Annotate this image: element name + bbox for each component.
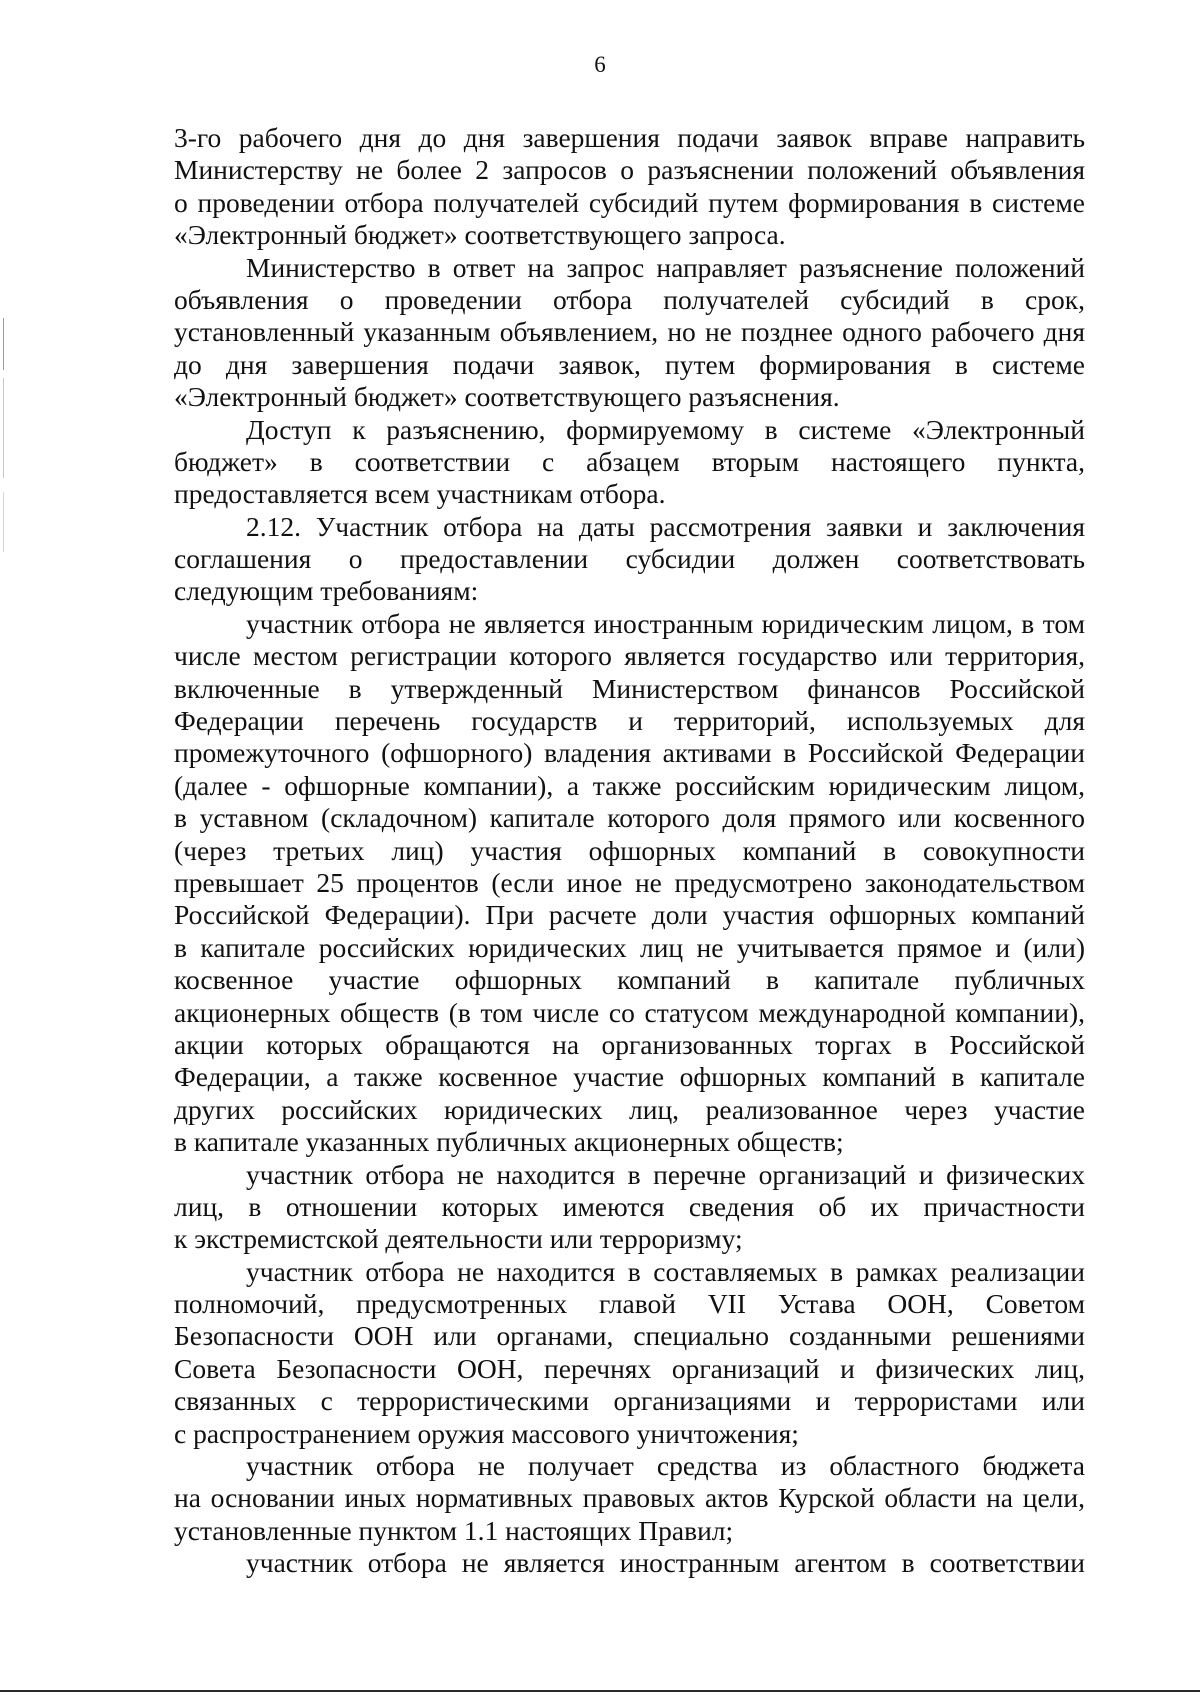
text-line: промежуточного (офшорного) владения активами в Российской Федерации [174, 737, 1085, 769]
text-line: связанных с террористическими организациями и террористами или [174, 1385, 1085, 1417]
text-line: Федерации перечень государств и территорий, используемых для [174, 705, 1085, 737]
text-line: Министерству не более 2 запросов о разъяснении положений объявления [174, 154, 1085, 186]
text-line: (далее - офшорные компании), а также российским юридическим лицом, [174, 769, 1085, 801]
text-line: участник отбора не находится в перечне организаций и физических [246, 1158, 1085, 1190]
text-line: полномочий, предусмотренных главой VII Устава ООН, Советом [174, 1288, 1085, 1320]
text-line: акционерных обществ (в том числе со статусом международной компании), [174, 996, 1085, 1028]
text-line: соглашения о предоставлении субсидии должен соответствовать [174, 543, 1085, 575]
text-line: Совета Безопасности ООН, перечнях организаций и физических лиц, [174, 1352, 1085, 1384]
text-line: Доступ к разъяснению, формируемому в системе «Электронный [246, 413, 1085, 445]
text-line: Российской Федерации). При расчете доли участия офшорных компаний [174, 899, 1085, 931]
text-line: о проведении отбора получателей субсидий путем формирования в системе [174, 186, 1085, 218]
scan-margin-mark [3, 378, 4, 478]
text-line: Министерство в ответ на запрос направляет разъяснение положений [246, 251, 1085, 283]
text-line: Федерации, а также косвенное участие офшорных компаний в капитале [174, 1061, 1085, 1093]
scan-margin-mark [3, 492, 4, 552]
text-line: бюджет» в соответствии с абзацем вторым настоящего пункта, [174, 445, 1085, 477]
text-line: «Электронный бюджет» соответствующего разъяснения. [174, 381, 840, 413]
text-line: участник отбора не является иностранным агентом в соответствии [246, 1547, 1085, 1579]
document-body [174, 122, 1085, 1580]
page-number: 6 [594, 52, 606, 77]
text-line: установленный указанным объявлением, но не позднее одного рабочего дня [174, 316, 1085, 348]
scan-bottom-edge [0, 1690, 1200, 1692]
text-line: установленные пунктом 1.1 настоящих Правил; [174, 1514, 734, 1546]
text-line: 3-го рабочего дня до дня завершения подачи заявок вправе направить [174, 122, 1085, 153]
text-line: акции которых обращаются на организованных торгах в Российской [174, 1028, 1085, 1060]
text-line: участник отбора не находится в составляемых в рамках реализации [246, 1255, 1085, 1287]
text-line: участник отбора не получает средства из областного бюджета [246, 1450, 1085, 1482]
text-line: следующим требованиям: [174, 575, 479, 607]
text-line: до дня завершения подачи заявок, путем формирования в системе [174, 348, 1085, 380]
text-line: превышает 25 процентов (если иное не предусмотрено законодательством [174, 866, 1085, 898]
text-line: в капитале российских юридических лиц не учитывается прямое и (или) [174, 931, 1085, 963]
text-line: Безопасности ООН или органами, специально созданными решениями [174, 1320, 1085, 1352]
text-line: числе местом регистрации которого является государство или территория, [174, 640, 1085, 672]
text-line: в капитале указанных публичных акционерных обществ; [174, 1126, 844, 1158]
text-line: (через третьих лиц) участия офшорных компаний в совокупности [174, 834, 1085, 866]
text-line: к экстремистской деятельности или терроризму; [174, 1223, 743, 1255]
text-line: участник отбора не является иностранным юридическим лицом, в том [246, 607, 1085, 639]
text-line: 2.12. Участник отбора на даты рассмотрения заявки и заключения [246, 510, 1085, 542]
text-line: других российских юридических лиц, реализованное через участие [174, 1093, 1085, 1125]
text-line: косвенное участие офшорных компаний в капитале публичных [174, 964, 1085, 996]
text-line: предоставляется всем участникам отбора. [174, 478, 666, 510]
scan-margin-mark [3, 318, 4, 370]
text-line: на основании иных нормативных правовых актов Курской области на цели, [174, 1482, 1085, 1514]
text-line: объявления о проведении отбора получателей субсидий в срок, [174, 283, 1085, 315]
text-line: в уставном (складочном) капитале которого доля прямого или косвенного [174, 802, 1085, 834]
text-line: включенные в утвержденный Министерством финансов Российской [174, 672, 1085, 704]
text-line: лиц, в отношении которых имеются сведения об их причастности [174, 1190, 1085, 1222]
text-line: «Электронный бюджет» соответствующего запроса. [174, 219, 786, 251]
text-line: с распространением оружия массового уничтожения; [174, 1417, 799, 1449]
